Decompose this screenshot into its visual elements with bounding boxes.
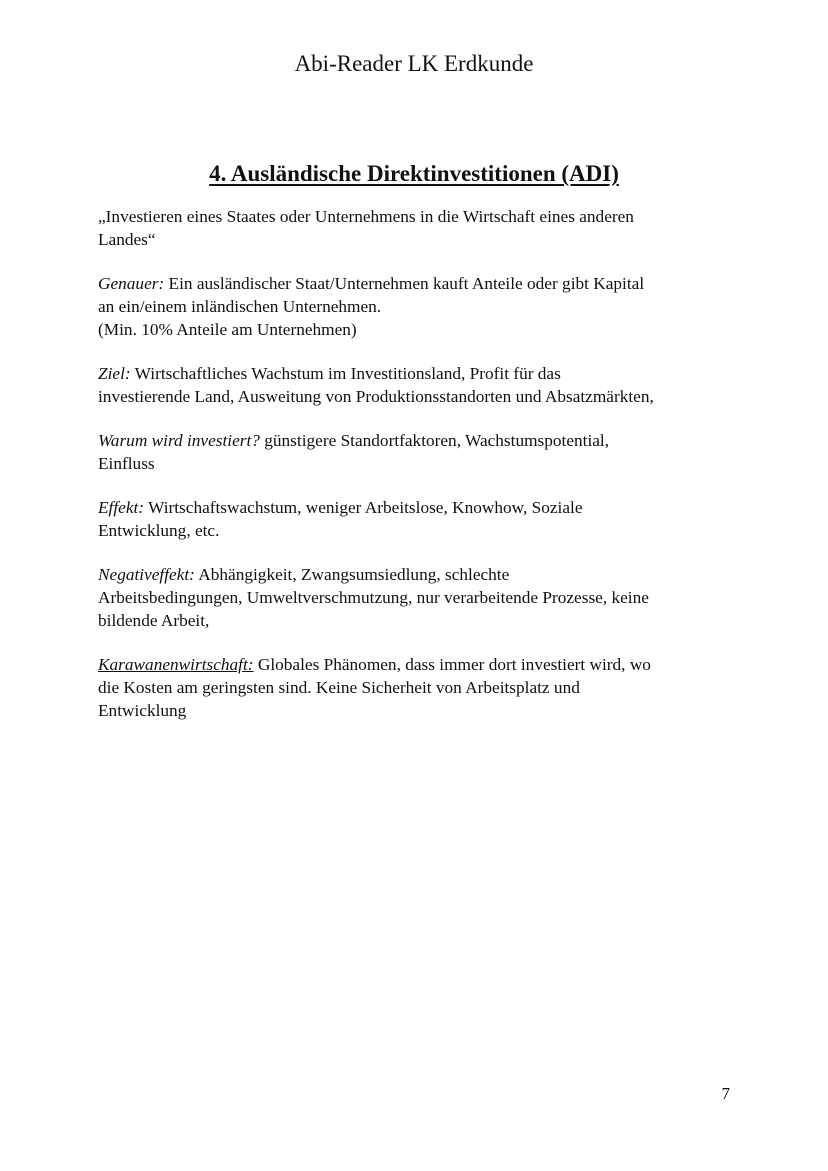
definition-paragraph (98, 205, 748, 251)
negativeffekt-text-1: Abhängigkeit, Zwangsumsiedlung, schlechte (194, 565, 510, 584)
document-body (98, 205, 748, 743)
genauer-line-2: an ein/einem inländischen Unternehmen. (98, 297, 382, 316)
genauer-paragraph (98, 272, 748, 341)
ziel-line-1 (98, 362, 748, 385)
genauer-term: Genauer: (98, 274, 165, 293)
warum-term: Warum wird investiert? (98, 431, 260, 450)
section-title: 4. Ausländische Direktinvestitionen (ADI) (209, 161, 619, 186)
page-header: Abi-Reader LK Erdkunde (294, 51, 534, 76)
effekt-text-1: Wirtschaftswachstum, weniger Arbeitslose, Knowhow, Soziale (144, 498, 583, 517)
definition-line-1: „Investieren eines Staates oder Unternehmens in die Wirtschaft eines anderen (98, 207, 634, 226)
karawanenwirtschaft-text-1: Globales Phänomen, dass immer dort investiert wird, wo (253, 655, 651, 674)
page-number: 7 (721, 1084, 730, 1103)
karawanenwirtschaft-term: Karawanenwirtschaft: (98, 655, 254, 674)
karawanenwirtschaft-line-2: die Kosten am geringsten sind. Keine Sicherheit von Arbeitsplatz und (98, 678, 580, 697)
warum-paragraph (98, 429, 748, 475)
genauer-line-1 (98, 272, 748, 295)
effekt-line-2: Entwicklung, etc. (98, 521, 220, 540)
ziel-line-2: investierende Land, Ausweitung von Produktionsstandorten und Absatzmärkten, (98, 387, 654, 406)
warum-text-1: günstigere Standortfaktoren, Wachstumspotential, (259, 431, 610, 450)
effekt-term: Effekt: (98, 498, 145, 517)
negativeffekt-paragraph (98, 563, 748, 632)
ziel-text-1: Wirtschaftliches Wachstum im Investitionsland, Profit für das (130, 364, 561, 383)
ziel-paragraph (98, 362, 748, 408)
karawanenwirtschaft-line-1 (98, 653, 748, 676)
genauer-line-3: (Min. 10% Anteile am Unternehmen) (98, 320, 357, 339)
warum-line-1 (98, 429, 748, 452)
negativeffekt-line-3: bildende Arbeit, (98, 611, 210, 630)
negativeffekt-line-2: Arbeitsbedingungen, Umweltverschmutzung, nur verarbeitende Prozesse, keine (98, 588, 649, 607)
ziel-term: Ziel: (98, 364, 131, 383)
negativeffekt-term: Negativeffekt: (98, 565, 195, 584)
warum-line-2: Einfluss (98, 454, 155, 473)
karawanenwirtschaft-line-3: Entwicklung (98, 701, 187, 720)
negativeffekt-line-1 (98, 563, 748, 586)
effekt-line-1 (98, 496, 748, 519)
effekt-paragraph (98, 496, 748, 542)
definition-line-2: Landes“ (98, 230, 156, 249)
karawanenwirtschaft-paragraph (98, 653, 748, 722)
genauer-text-1: Ein ausländischer Staat/Unternehmen kauft Anteile oder gibt Kapital (164, 274, 645, 293)
